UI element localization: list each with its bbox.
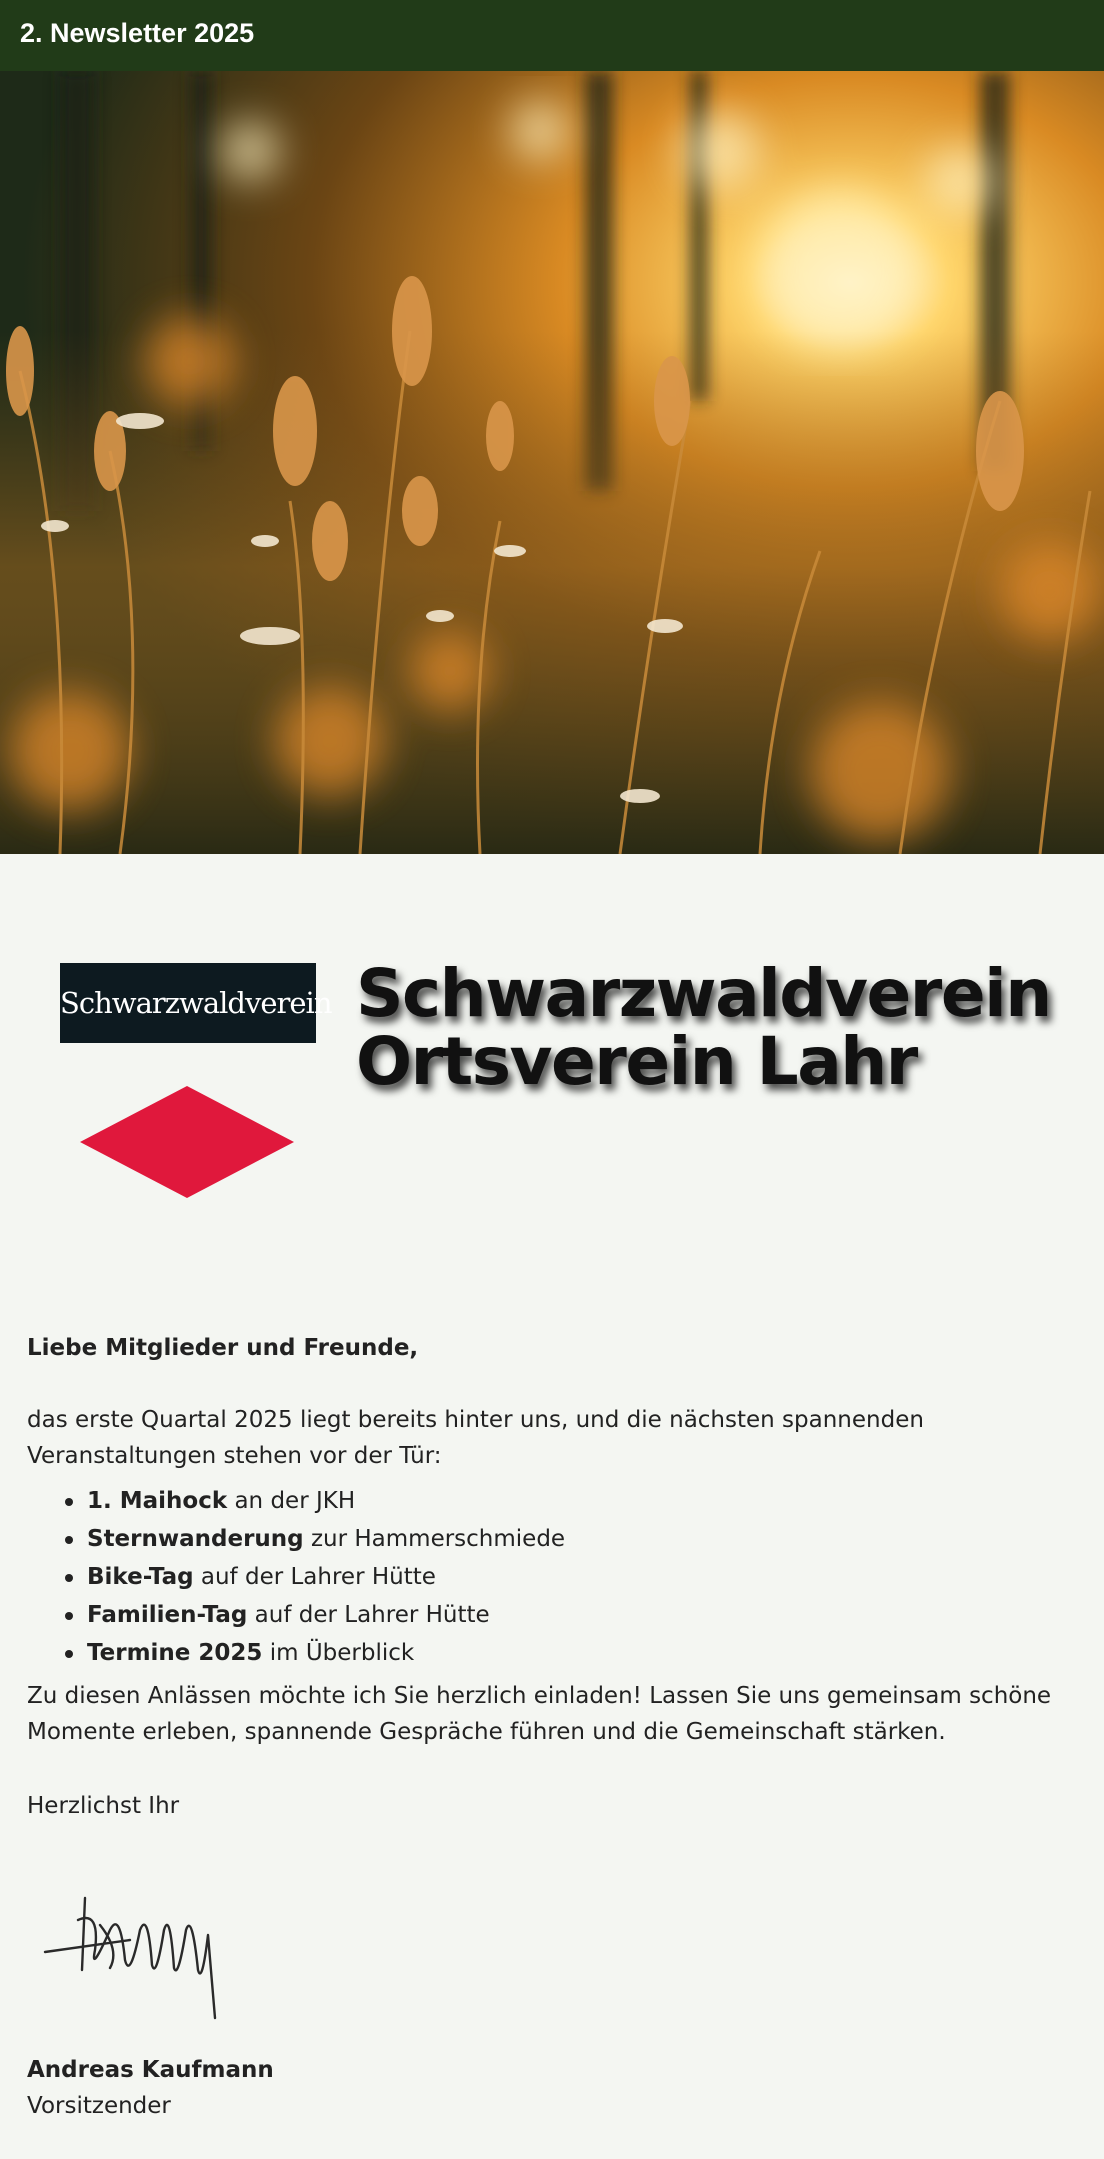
event-detail: zur Hammerschmiede	[303, 1526, 566, 1552]
organization-name	[356, 955, 1051, 1100]
list-item	[87, 1634, 1067, 1672]
event-detail: an der JKH	[227, 1488, 356, 1514]
event-title: Bike-Tag	[87, 1564, 194, 1590]
list-item	[87, 1558, 1067, 1596]
event-detail: auf der Lahrer Hütte	[193, 1564, 436, 1590]
signer-role: Vorsitzender	[27, 2093, 171, 2119]
greeting: Liebe Mitglieder und Freunde,	[27, 1335, 419, 1361]
signature-icon	[40, 1890, 250, 2020]
event-detail: auf der Lahrer Hütte	[247, 1602, 490, 1628]
invite-paragraph: Zu diesen Anlässen möchte ich Sie herzlich einladen! Lassen Sie uns gemeinsam schöne Momente erleben, spannende Gespräche führen und die Gemeinschaft stärken.	[27, 1683, 1052, 1745]
list-item	[87, 1482, 1067, 1520]
club-logo-area	[0, 854, 1104, 1294]
red-diamond-icon	[80, 1086, 294, 1198]
event-title: Termine 2025	[87, 1640, 263, 1666]
club-logo-badge-text: Schwarzwaldverein	[60, 986, 332, 1020]
signer-name: Andreas Kaufmann	[27, 2057, 274, 2083]
club-logo-badge	[60, 963, 332, 1043]
event-title: Sternwanderung	[87, 1526, 304, 1552]
closing-line: Herzlichst Ihr	[27, 1793, 180, 1819]
newsletter-title: 2. Newsletter 2025	[20, 18, 255, 48]
hero-image	[0, 71, 1104, 854]
intro-paragraph: das erste Quartal 2025 liegt bereits hinter uns, und die nächsten spannenden Veranstaltungen stehen vor der Tür:	[27, 1407, 924, 1469]
list-item	[87, 1520, 1067, 1558]
signer-block	[27, 2052, 274, 2124]
event-list	[87, 1482, 1067, 1672]
event-title: 1. Maihock	[87, 1488, 228, 1514]
event-title: Familien-Tag	[87, 1602, 248, 1628]
organization-name-line2: Ortsverein Lahr	[356, 1023, 917, 1100]
event-detail: im Überblick	[262, 1640, 415, 1666]
list-item	[87, 1596, 1067, 1634]
letter-body	[27, 1330, 1067, 1824]
organization-name-line1: Schwarzwaldverein	[356, 955, 1051, 1032]
sunset-meadow-photo-icon	[0, 71, 1104, 854]
newsletter-header	[0, 0, 1104, 71]
